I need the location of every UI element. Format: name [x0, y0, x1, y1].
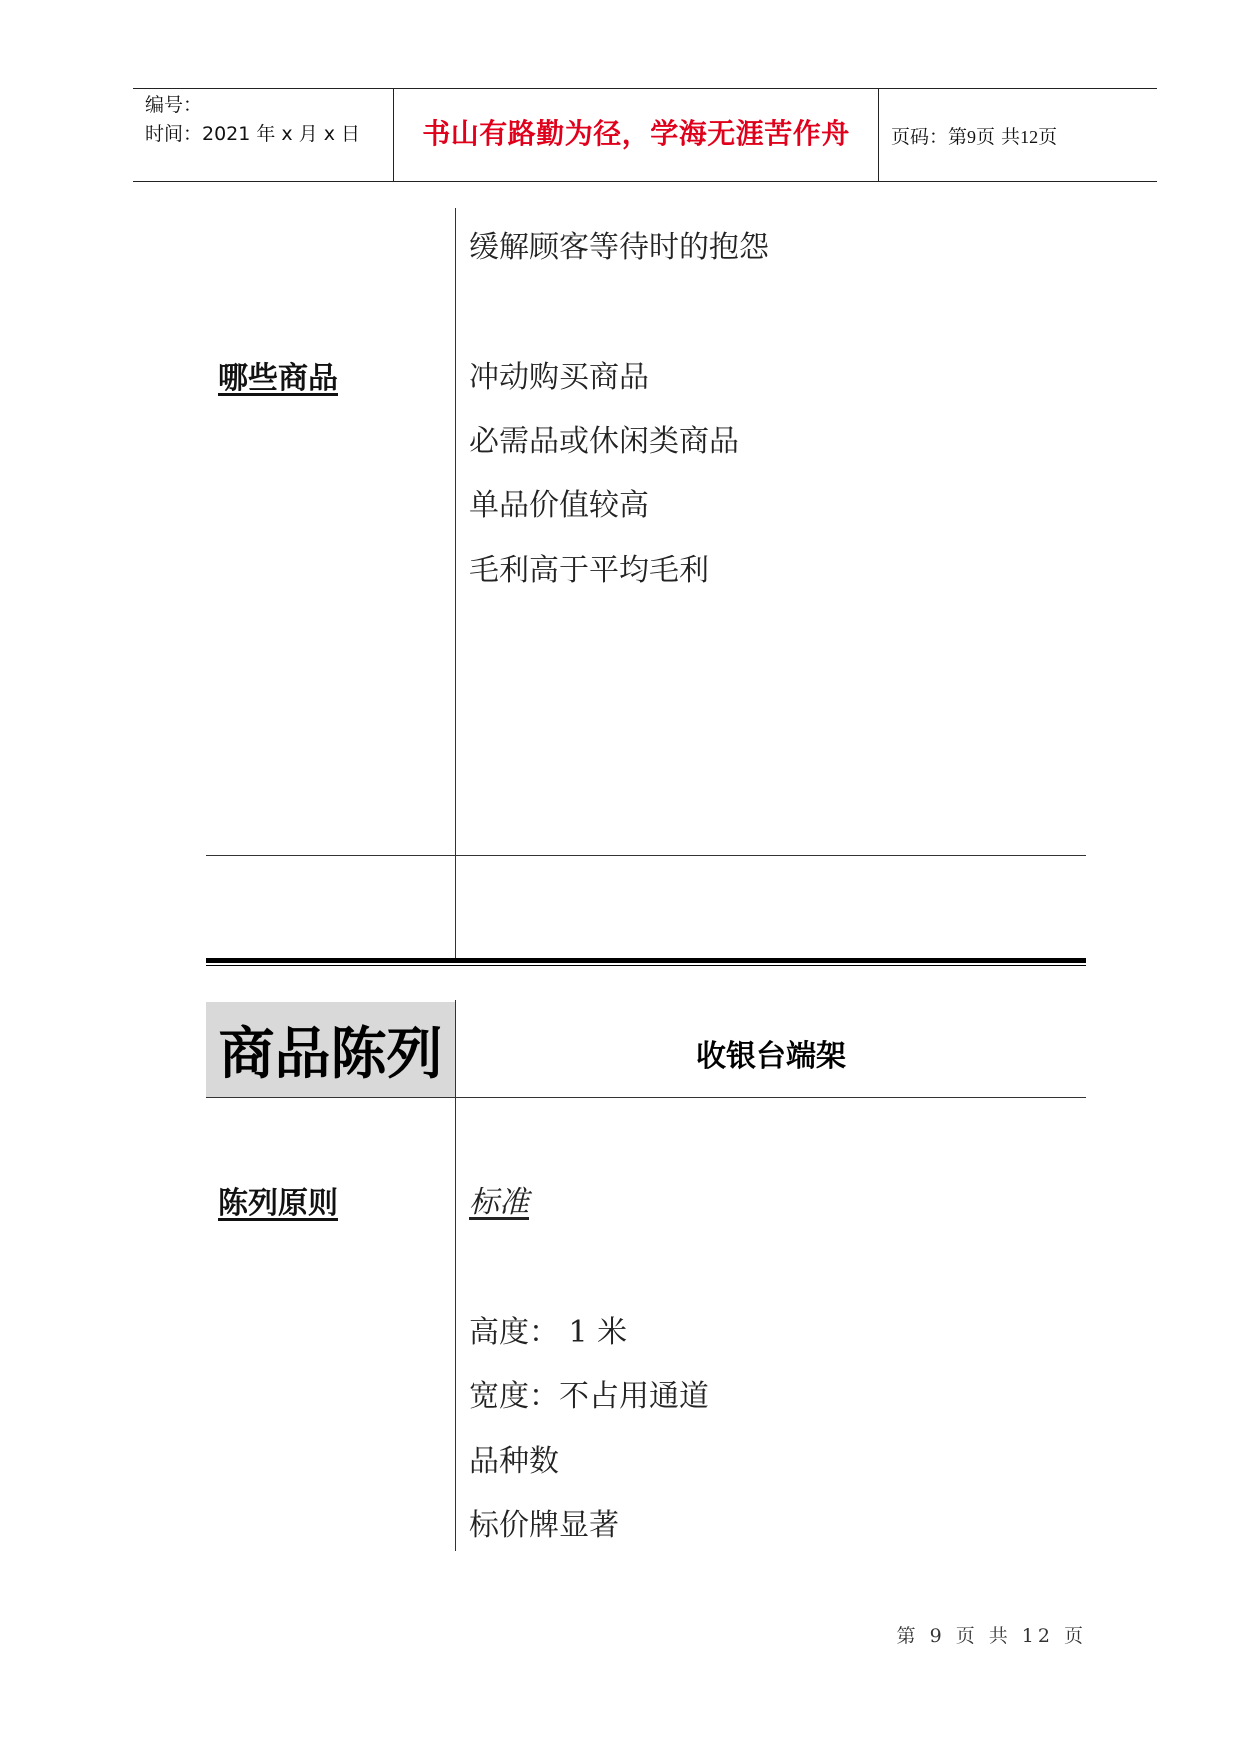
footer-page-number: 第 9 页 共 12 页: [896, 1625, 1087, 1647]
section-title: 商品陈列: [218, 1021, 443, 1087]
page-total: 12: [1020, 127, 1039, 147]
principle-item-1: 高度： 1 米: [469, 1315, 628, 1350]
header-divider-right: [878, 88, 879, 182]
header-bottom-border: [133, 181, 1157, 182]
standard-heading: 标准: [469, 1185, 529, 1220]
principle-item-3: 品种数: [469, 1444, 559, 1479]
table1-row-divider: [206, 855, 1086, 856]
goods-item-4: 毛利高于平均毛利: [469, 553, 709, 588]
page-mid: 页 共: [976, 126, 1021, 148]
header-motto: 书山有路勤为径，学海无涯苦作舟: [422, 117, 850, 150]
which-goods-label: 哪些商品: [218, 361, 338, 396]
goods-item-2: 必需品或休闲类商品: [469, 424, 739, 459]
header-meta: [145, 91, 360, 149]
header-page-indicator: [891, 122, 1057, 149]
time-label: 时间：2021 年 x 月 x 日: [145, 123, 361, 145]
table2-header-divider: [206, 1097, 1086, 1098]
serial-label: 编号：: [145, 94, 203, 116]
principle-item-2: 宽度：不占用通道: [469, 1379, 709, 1414]
page-prefix: 页码：第: [891, 126, 968, 148]
page-suffix: 页: [1038, 126, 1058, 148]
principle-item-4: 标价牌显著: [469, 1508, 619, 1543]
display-principle-label: 陈列原则: [218, 1186, 338, 1221]
goods-item-1: 冲动购买商品: [469, 360, 649, 395]
table1-bottom-border-thick: [206, 958, 1086, 963]
intro-line: 缓解顾客等待时的抱怨: [469, 230, 769, 265]
section-subtitle: 收银台端架: [696, 1039, 846, 1074]
table2-column-divider: [455, 1000, 456, 1551]
table1-bottom-border-thin: [206, 965, 1086, 966]
goods-item-3: 单品价值较高: [469, 488, 649, 523]
table1-column-divider: [455, 208, 456, 960]
page-current: 9: [967, 127, 977, 147]
header-top-border: [133, 88, 1157, 89]
